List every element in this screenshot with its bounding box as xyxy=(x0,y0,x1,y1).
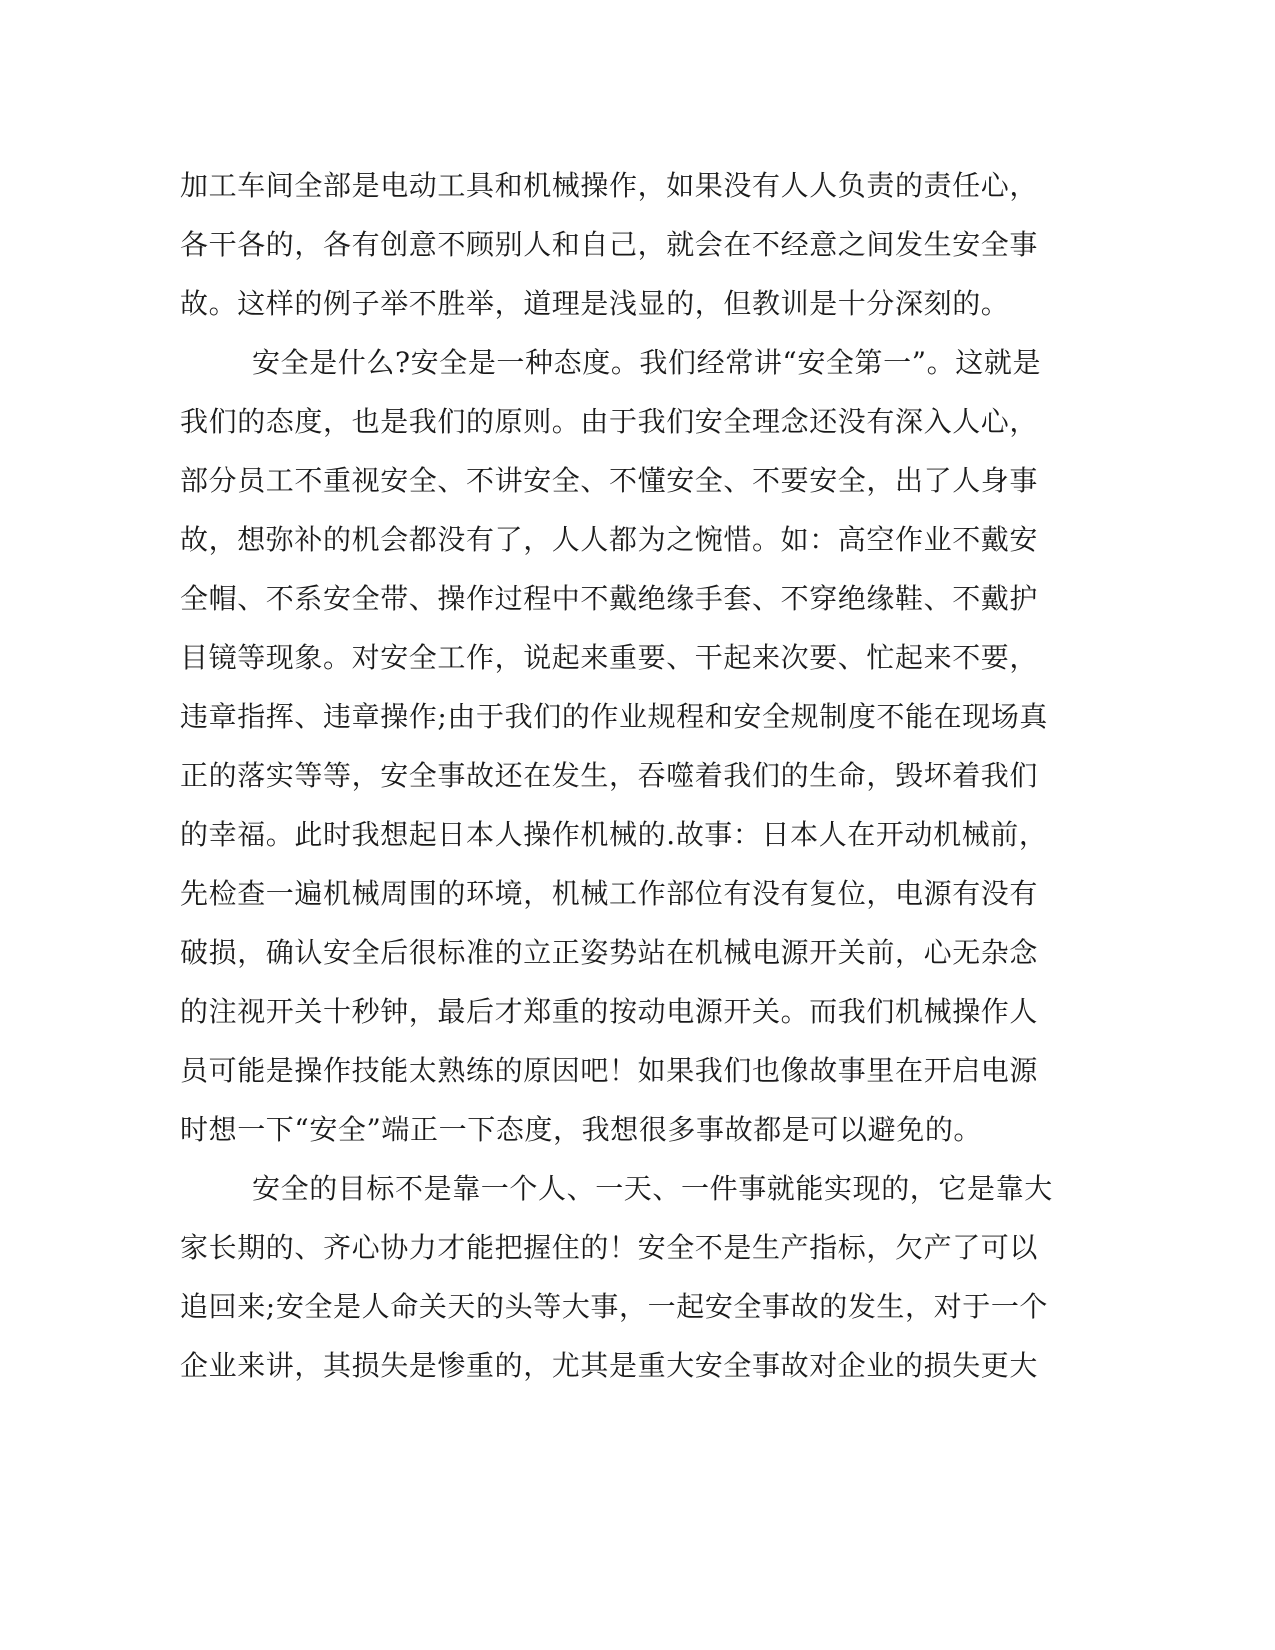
text-line: 全帽、不系安全带、操作过程中不戴绝缘手套、不穿绝缘鞋、不戴护 xyxy=(180,582,1039,615)
text-line: 企业来讲，其损失是惨重的，尤其是重大安全事故对企业的损失更大 xyxy=(180,1349,1039,1382)
text-line: 故。这样的例子举不胜举，道理是浅显的，但教训是十分深刻的。 xyxy=(180,287,1010,320)
text-line: 安全是什么?安全是一种态度。我们经常讲“安全第一”。这就是 xyxy=(252,346,1042,379)
text-line: 员可能是操作技能太熟练的原因吧！如果我们也像故事里在开启电源 xyxy=(180,1054,1039,1087)
paragraph-2 xyxy=(180,333,1049,1159)
text-line: 违章指挥、违章操作;由于我们的作业规程和安全规制度不能在现场真 xyxy=(180,700,1049,733)
text-line: 各干各的，各有创意不顾别人和自己，就会在不经意之间发生安全事 xyxy=(180,228,1039,261)
text-line: 正的落实等等，安全事故还在发生，吞噬着我们的生命，毁坏着我们 xyxy=(180,759,1039,792)
paragraph-3 xyxy=(180,1159,1053,1395)
text-line: 的幸福。此时我想起日本人操作机械的.故事：日本人在开动机械前， xyxy=(180,818,1048,851)
text-line: 故，想弥补的机会都没有了，人人都为之惋惜。如：高空作业不戴安 xyxy=(180,523,1039,556)
text-line: 家长期的、齐心协力才能把握住的！安全不是生产指标，欠产了可以 xyxy=(180,1231,1039,1264)
text-line: 时想一下“安全”端正一下态度，我想很多事故都是可以避免的。 xyxy=(180,1113,983,1146)
text-line: 我们的态度，也是我们的原则。由于我们安全理念还没有深入人心， xyxy=(180,405,1039,438)
text-line: 追回来;安全是人命关天的头等大事，一起安全事故的发生，对于一个 xyxy=(180,1290,1049,1323)
paragraph-1 xyxy=(180,156,1039,333)
document-body xyxy=(180,156,1053,1395)
text-line: 加工车间全部是电动工具和机械操作，如果没有人人负责的责任心， xyxy=(180,169,1039,202)
text-line: 的注视开关十秒钟，最后才郑重的按动电源开关。而我们机械操作人 xyxy=(180,995,1039,1028)
text-line: 目镜等现象。对安全工作，说起来重要、干起来次要、忙起来不要， xyxy=(180,641,1039,674)
text-line: 安全的目标不是靠一个人、一天、一件事就能实现的，它是靠大 xyxy=(252,1172,1053,1205)
text-line: 部分员工不重视安全、不讲安全、不懂安全、不要安全，出了人身事 xyxy=(180,464,1039,497)
text-line: 破损，确认安全后很标准的立正姿势站在机械电源开关前，心无杂念 xyxy=(180,936,1039,969)
text-line: 先检查一遍机械周围的环境，机械工作部位有没有复位，电源有没有 xyxy=(180,877,1039,910)
